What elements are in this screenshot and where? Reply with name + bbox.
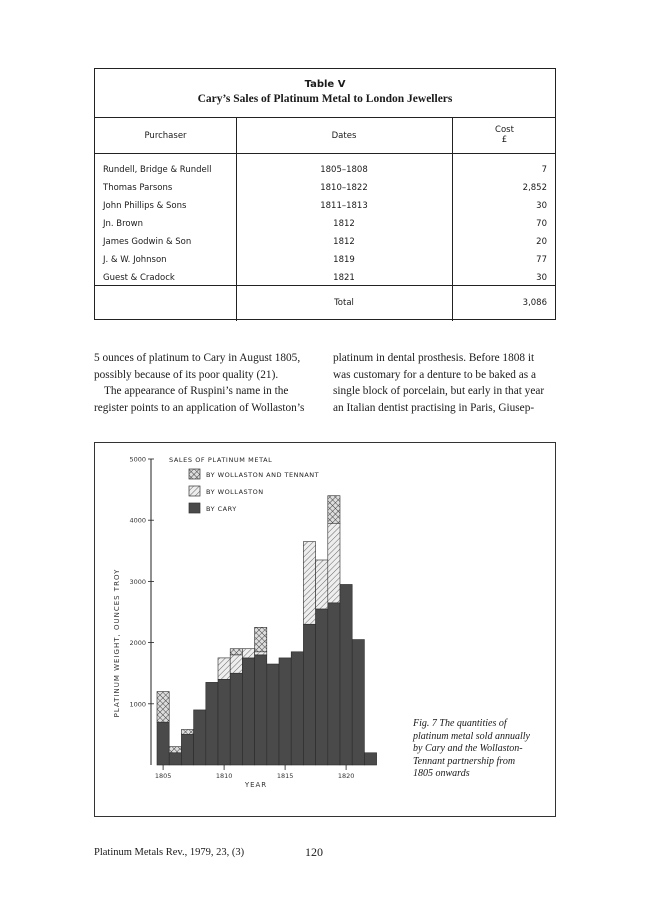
- cell-cost: 7: [541, 165, 547, 175]
- bar-cary: [316, 609, 328, 765]
- bar-wollaston: [303, 542, 315, 625]
- y-tick-label: 3000: [129, 577, 146, 586]
- chart-title: SALES OF PLATINUM METAL: [169, 456, 273, 464]
- cell-dates: 1821: [333, 273, 355, 283]
- cell-dates: 1810–1822: [320, 183, 368, 193]
- cell-cost: 2,852: [522, 183, 547, 193]
- total-value: 3,086: [522, 298, 547, 308]
- cell-dates: 1812: [333, 237, 355, 247]
- y-tick-label: 5000: [129, 455, 146, 464]
- body-column-right: [333, 350, 558, 416]
- table-divider: [95, 153, 555, 154]
- bar-wollaston-tennant: [181, 730, 193, 735]
- bar-cary: [340, 584, 352, 765]
- bar-cary: [291, 652, 303, 765]
- header-cost-label: Cost: [495, 125, 514, 135]
- bar-wollaston-tennant: [157, 692, 169, 723]
- bar-cary: [206, 682, 218, 765]
- text-line: The appearance of Ruspini’s name in the: [104, 385, 289, 397]
- cell-cost: 70: [536, 219, 547, 229]
- x-ticks: [155, 765, 355, 780]
- legend: [169, 456, 319, 513]
- footer-journal-citation: Platinum Metals Rev., 1979, 23, (3): [94, 847, 245, 858]
- body-column-left: [94, 350, 334, 416]
- bar-wollaston-tennant: [255, 627, 267, 651]
- bar-wollaston-tennant: [328, 496, 340, 524]
- bar-cary: [218, 679, 230, 765]
- cell-cost: 30: [536, 273, 547, 283]
- legend-label-cary: BY CARY: [206, 505, 237, 513]
- table-caption: [95, 79, 555, 105]
- bar-cary: [242, 658, 254, 765]
- cell-dates: 1805–1808: [320, 165, 368, 175]
- y-tick-label: 2000: [129, 639, 146, 648]
- bar-cary: [279, 658, 291, 765]
- text-line: single block of porcelain, but early in that year: [333, 385, 545, 397]
- bars-layer: [157, 496, 377, 765]
- header-cost: [452, 125, 557, 145]
- bar-wollaston: [255, 652, 267, 655]
- cell-cost: 30: [536, 201, 547, 211]
- text-line: platinum in dental prosthesis. Before 1808 it: [333, 352, 535, 364]
- text-line: was customary for a denture to be baked as a: [333, 368, 536, 381]
- caption-line: by Cary and the Wollaston-: [413, 743, 523, 754]
- total-label: Total: [334, 298, 354, 308]
- header-dates: Dates: [331, 131, 357, 141]
- y-axis-label: PLATINUM WEIGHT, OUNCES TROY: [113, 568, 121, 718]
- cell-purchaser: J. & W. Johnson: [103, 255, 167, 265]
- y-tick-label: 4000: [129, 516, 146, 525]
- text-line: register points to an application of Wollaston’s: [94, 401, 305, 414]
- bar-cary: [181, 734, 193, 765]
- caption-line: platinum metal sold annually: [413, 730, 530, 742]
- header-purchaser: Purchaser: [144, 131, 187, 141]
- legend-swatch-cary: [189, 503, 200, 513]
- table-v: [94, 68, 556, 320]
- bar-cary: [157, 722, 169, 765]
- bar-wollaston: [230, 655, 242, 673]
- cell-cost: 20: [536, 237, 547, 247]
- figure-caption: [413, 718, 553, 781]
- bar-wollaston-tennant: [230, 649, 242, 655]
- table-divider: [95, 285, 555, 286]
- text-line: 5 ounces of platinum to Cary in August 1805,: [94, 352, 301, 364]
- text-line: possibly because of its poor quality (21).: [94, 368, 279, 381]
- bar-cary: [352, 640, 364, 765]
- cell-purchaser: Jn. Brown: [103, 219, 143, 229]
- legend-label-wollaston-tennant: BY WOLLASTON AND TENNANT: [206, 471, 320, 479]
- x-tick-label: 1805: [154, 772, 172, 780]
- y-ticks: [129, 456, 154, 709]
- legend-label-wollaston: BY WOLLASTON: [206, 488, 264, 496]
- page-number: 120: [305, 845, 323, 859]
- bar-wollaston: [328, 523, 340, 603]
- bar-cary: [230, 673, 242, 765]
- x-tick-label: 1810: [215, 772, 233, 780]
- cell-purchaser: John Phillips & Sons: [103, 201, 187, 211]
- bar-cary: [303, 624, 315, 765]
- cell-dates: 1812: [333, 219, 355, 229]
- bar-cary: [267, 664, 279, 765]
- x-tick-label: 1815: [276, 772, 294, 780]
- bar-cary: [328, 603, 340, 765]
- x-tick-label: 1820: [337, 772, 355, 780]
- bar-cary: [194, 710, 206, 765]
- bar-cary: [364, 753, 376, 765]
- table-subtitle: Cary’s Sales of Platinum Metal to London Jewellers: [197, 93, 453, 105]
- y-tick-label: 1000: [129, 700, 146, 709]
- legend-swatch-wollaston-tennant: [189, 469, 200, 479]
- table-divider: [95, 117, 555, 118]
- bar-wollaston: [218, 658, 230, 679]
- caption-line: 1805 onwards: [413, 768, 470, 779]
- legend-swatch-wollaston: [189, 486, 200, 496]
- cell-cost: 77: [536, 255, 547, 265]
- bar-wollaston: [242, 649, 254, 658]
- x-axis-label: YEAR: [244, 781, 268, 789]
- cell-purchaser: James Godwin & Son: [103, 237, 192, 247]
- cell-purchaser: Rundell, Bridge & Rundell: [103, 165, 212, 175]
- cell-dates: 1819: [333, 255, 355, 265]
- text-line: an Italian dentist practising in Paris, Giusep-: [333, 401, 535, 414]
- caption-line: Tennant partnership from: [413, 755, 516, 767]
- bar-wollaston-tennant: [169, 747, 181, 753]
- header-cost-unit: £: [501, 135, 508, 145]
- cell-purchaser: Guest & Cradock: [103, 273, 175, 283]
- cell-dates: 1811–1813: [320, 201, 368, 211]
- bar-cary: [169, 753, 181, 765]
- caption-line: Fig. 7 The quantities of: [413, 718, 507, 729]
- bar-cary: [255, 655, 267, 765]
- bar-wollaston: [316, 560, 328, 609]
- table-title: Table V: [304, 79, 346, 90]
- cell-purchaser: Thomas Parsons: [103, 183, 173, 193]
